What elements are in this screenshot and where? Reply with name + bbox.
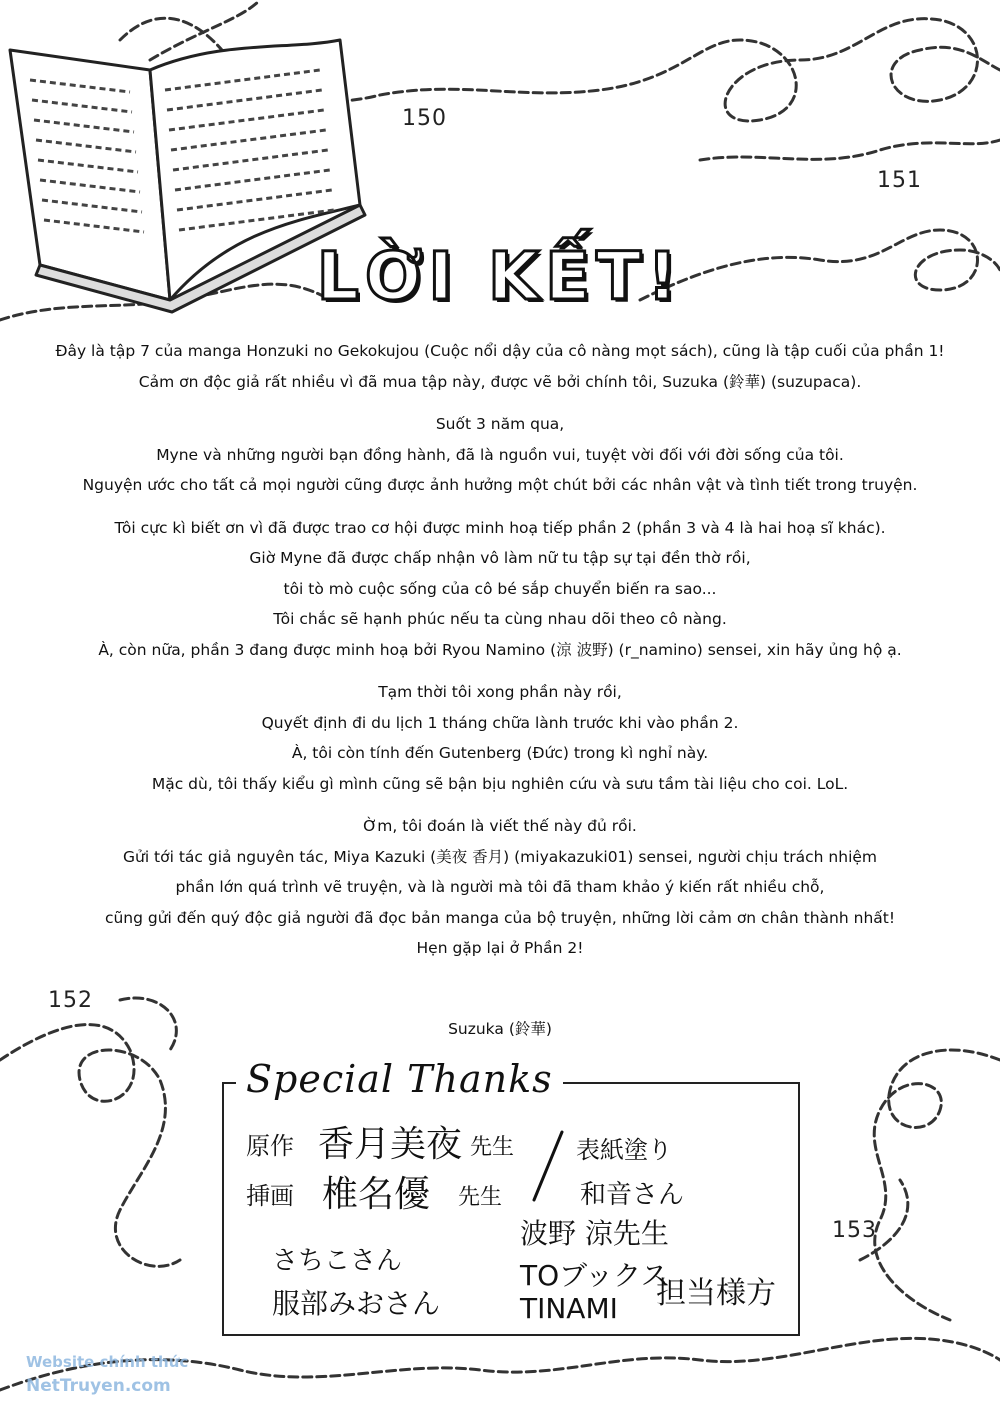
credit-sashie-honorific: 先生 bbox=[458, 1185, 503, 1210]
paragraph-1 bbox=[20, 336, 980, 397]
text-line: Cảm ơn độc giả rất nhiều vì đã mua tập này, được vẽ bởi chính tôi, Suzuka (鈴華) (suzupaca). bbox=[138, 372, 862, 391]
text-line: Quyết định đi du lịch 1 tháng chữa lành trước khi vào phần 2. bbox=[261, 713, 739, 732]
credit-hattori: 服部みおさん bbox=[272, 1287, 441, 1320]
text-line: Gửi tới tác giả nguyên tác, Miya Kazuki (美夜 香月) (miyakazuki01) sensei, người chịu trách nhiệm bbox=[122, 847, 878, 866]
page-number-150: 150 bbox=[402, 106, 447, 131]
credit-sashie-role: 挿画 bbox=[246, 1182, 294, 1210]
credit-cover-name: 和音さん bbox=[580, 1180, 685, 1210]
credit-gensaku-name: 香月美夜 bbox=[318, 1124, 463, 1165]
special-thanks-title: Special Thanks bbox=[236, 1057, 563, 1101]
watermark-line-1: Website chính thức bbox=[26, 1353, 189, 1371]
credit-sachiko: さちこさん bbox=[272, 1246, 403, 1276]
credit-tobooks: TOブックス bbox=[520, 1259, 669, 1292]
credit-gensaku-honorific: 先生 bbox=[470, 1135, 515, 1160]
text-line: Tạm thời tôi xong phần này rồi, bbox=[378, 683, 622, 701]
credit-namino: 波野 涼先生 bbox=[520, 1217, 669, 1250]
chain-top-3 bbox=[700, 140, 1000, 160]
afterword-text bbox=[20, 336, 980, 976]
credit-tinami: TINAMI bbox=[520, 1292, 618, 1325]
author-signature: Suzuka (鈴華) bbox=[448, 1020, 552, 1038]
watermark-line-2: NetTruyen.com bbox=[26, 1376, 171, 1396]
text-line: tôi tò mò cuộc sống của cô bé sắp chuyển biến ra sao... bbox=[283, 579, 717, 598]
text-line: Đây là tập 7 của manga Honzuki no Gekokujou (Cuộc nổi dậy của cô nàng mọt sách), cũng là tập cuối của phần 1! bbox=[55, 342, 945, 360]
slash-divider bbox=[528, 1128, 568, 1204]
paragraph-2 bbox=[20, 409, 980, 501]
page-number-153: 153 bbox=[832, 1218, 877, 1243]
text-line: phần lớn quá trình vẽ truyện, và là người mà tôi đã tham khảo ý kiến rất nhiều chỗ, bbox=[175, 878, 825, 896]
page-number-152: 152 bbox=[48, 988, 93, 1013]
chain-right bbox=[874, 1050, 1000, 1320]
credit-sashie-name: 椎名優 bbox=[322, 1174, 431, 1215]
credit-cover-role: 表紙塗り bbox=[576, 1136, 672, 1164]
paragraph-5 bbox=[20, 811, 980, 964]
page-number-151: 151 bbox=[877, 168, 922, 193]
credit-gensaku-role: 原作 bbox=[246, 1132, 294, 1160]
paragraph-4 bbox=[20, 677, 980, 799]
chain-left bbox=[0, 1025, 180, 1267]
text-line: cũng gửi đến quý độc giả người đã đọc bản manga của bộ truyện, những lời cảm ơn chân thành nhất! bbox=[104, 908, 896, 927]
text-line: Myne và những người bạn đồng hành, đã là nguồn vui, tuyệt vời đối với đời sống của tôi. bbox=[156, 445, 844, 464]
text-line: Giờ Myne đã được chấp nhận vô làm nữ tu tập sự tại đền thờ rồi, bbox=[249, 549, 751, 567]
text-line: Suốt 3 năm qua, bbox=[435, 415, 565, 433]
credit-tantou: 担当様方 bbox=[656, 1276, 776, 1311]
text-line: Tôi chắc sẽ hạnh phúc nếu ta cùng nhau dõi theo cô nàng. bbox=[273, 610, 727, 628]
text-line: À, tôi còn tính đến Gutenberg (Đức) trong kì nghỉ này. bbox=[291, 744, 709, 762]
paragraph-3 bbox=[20, 513, 980, 666]
text-line: Hẹn gặp lại ở Phần 2! bbox=[416, 939, 584, 957]
page-title: LỜI KẾT! bbox=[316, 238, 684, 315]
text-line: Ờm, tôi đoán là viết thế này đủ rồi. bbox=[363, 817, 637, 835]
text-line: Nguyện ước cho tất cả mọi người cũng được ảnh hưởng một chút bởi các nhân vật và tình tiết trong truyện. bbox=[82, 476, 918, 494]
text-line: Tôi cực kì biết ơn vì đã được trao cơ hội được minh hoạ tiếp phần 2 (phần 3 và 4 là hai hoạ sĩ khác). bbox=[114, 518, 886, 537]
text-line: À, còn nữa, phần 3 đang được minh hoạ bởi Ryou Namino (涼 波野) (r_namino) sensei, xin hãy ủng hộ ạ. bbox=[98, 640, 902, 659]
text-line: Mặc dù, tôi thấy kiểu gì mình cũng sẽ bận bịu nghiên cứu và sưu tầm tài liệu cho coi. LoL. bbox=[151, 774, 849, 793]
